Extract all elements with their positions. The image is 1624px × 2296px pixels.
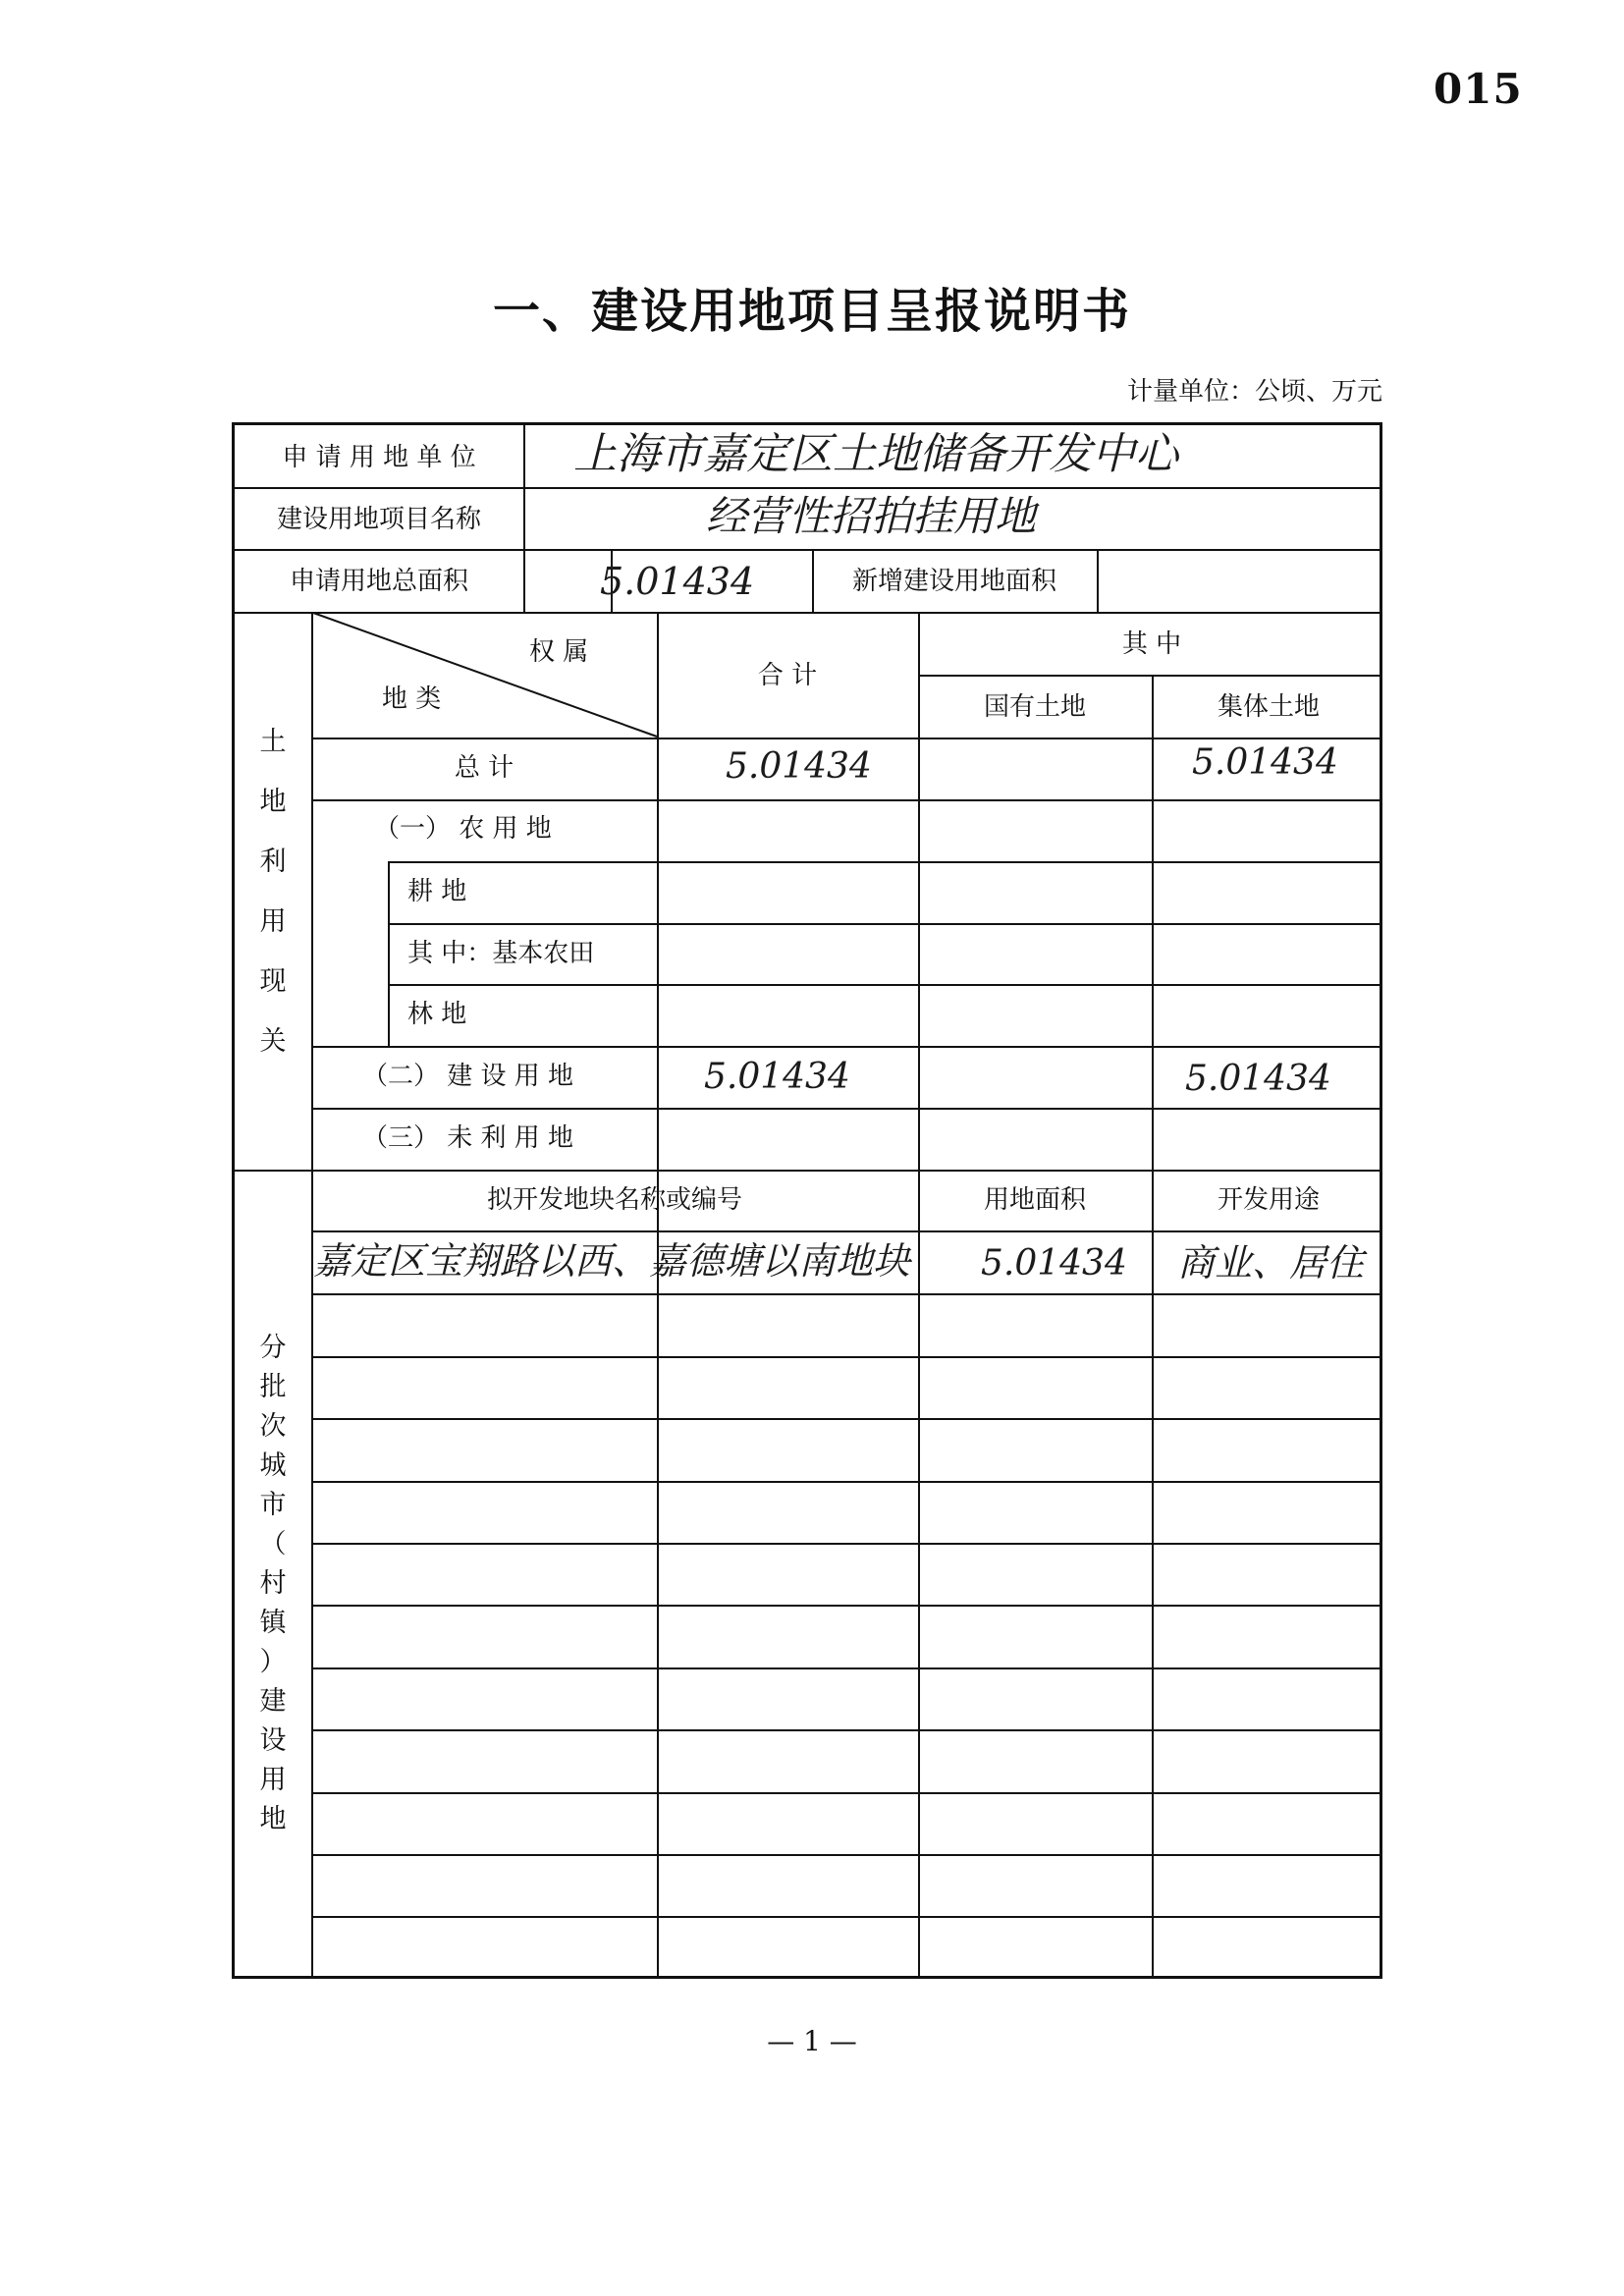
applicant-label: 申 请 用 地 单 位 xyxy=(282,443,476,472)
land-type-header: 地 类 xyxy=(382,684,442,714)
row-label-cultivated: 耕 地 xyxy=(407,877,467,906)
row-label-construction: （二） 建 设 用 地 xyxy=(362,1062,574,1091)
page-number: — 1 — xyxy=(767,2025,857,2057)
unit-note: 计量单位：公顷、万元 xyxy=(1126,377,1382,407)
form-table xyxy=(232,422,1382,1979)
row-label-agricultural: （一） 农 用 地 xyxy=(374,814,552,844)
applicant-value: 上海市嘉定区土地储备开发中心 xyxy=(573,429,1178,479)
row-label-unused: （三） 未 利 用 地 xyxy=(362,1123,574,1153)
row-label-forest: 林 地 xyxy=(407,1000,467,1029)
ownership-header: 权 属 xyxy=(529,637,589,667)
use-column-header: 开发用途 xyxy=(1217,1185,1320,1215)
state-land-header: 国有土地 xyxy=(983,692,1086,722)
batch-side-label: 分 批 次 城 市 （ 村 镇 ） 建 设 用 地 xyxy=(259,1333,287,1834)
row-construction-collective: 5.01434 xyxy=(1185,1059,1331,1099)
total-area-value: 5.01434 xyxy=(600,560,755,603)
of-which-header: 其 中 xyxy=(1121,629,1182,659)
row-construction-total: 5.01434 xyxy=(704,1057,850,1097)
total-column-header: 合 计 xyxy=(757,661,818,690)
row-label-basic-farmland: 其 中：基本农田 xyxy=(407,939,595,968)
area-column-header: 用地面积 xyxy=(983,1185,1086,1215)
project-value: 经营性招拍挂用地 xyxy=(706,492,1037,540)
page-title: 一、建设用地项目呈报说明书 xyxy=(492,284,1131,339)
row-label-total: 总 计 xyxy=(454,753,514,783)
batch-plot-use: 商业、居住 xyxy=(1177,1241,1365,1285)
batch-plot-name: 嘉定区宝翔路以西、嘉德塘以南地块 xyxy=(313,1239,911,1283)
new-area-label: 新增建设用地面积 xyxy=(851,567,1056,596)
total-area-label: 申请用地总面积 xyxy=(289,567,468,596)
project-label: 建设用地项目名称 xyxy=(276,505,481,534)
land-use-side-label: 土 地 利 用 现 关 xyxy=(259,727,287,1057)
diagonal-header-divider xyxy=(311,612,657,738)
row-total-collective: 5.01434 xyxy=(1192,742,1338,783)
collective-land-header: 集体土地 xyxy=(1217,692,1320,722)
page-code: 015 xyxy=(1434,65,1523,113)
batch-plot-area: 5.01434 xyxy=(981,1243,1127,1284)
row-total-value: 5.01434 xyxy=(726,746,872,787)
plot-column-header: 拟开发地块名称或编号 xyxy=(486,1185,742,1215)
